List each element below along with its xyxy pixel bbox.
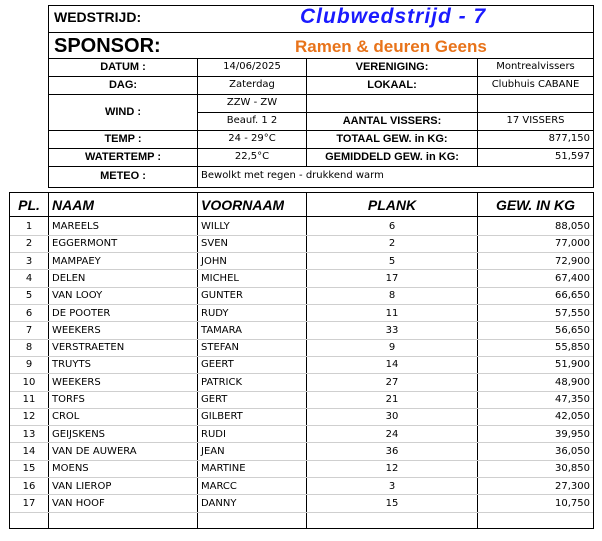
gewicht-cell: 72,900	[555, 255, 590, 267]
column-header-voornaam: VOORNAAM	[201, 197, 285, 213]
rank-cell: 5	[25, 290, 33, 302]
sponsor-name: Ramen & deuren Geens	[295, 37, 487, 56]
naam-cell: WEEKERS	[52, 324, 101, 336]
gewicht-cell: 51,900	[555, 359, 590, 371]
voornaam-cell: PATRICK	[201, 376, 243, 388]
dag-label: DAG:	[108, 79, 138, 91]
lokaal-value: Clubhuis CABANE	[491, 79, 580, 90]
plank-cell: 5	[388, 255, 396, 267]
voornaam-cell: RUDI	[201, 428, 226, 440]
watertemp-value: 22,5°C	[234, 151, 270, 162]
plank-cell: 2	[388, 238, 396, 250]
gewicht-cell: 88,050	[555, 221, 590, 232]
rank-cell: 11	[22, 394, 36, 405]
voornaam-cell: MARCC	[201, 480, 237, 492]
plank-cell: 12	[385, 463, 399, 475]
rank-cell: 17	[22, 497, 36, 509]
voornaam-cell: GILBERT	[201, 411, 243, 423]
rank-cell: 2	[25, 238, 33, 250]
temp-label: TEMP :	[104, 133, 142, 145]
column-header-gewicht: GEW. IN KG	[495, 197, 576, 213]
voornaam-cell: RUDY	[201, 307, 229, 319]
plank-cell: 30	[385, 411, 399, 423]
aantal-vissers-label: AANTAL VISSERS:	[342, 115, 442, 127]
voornaam-cell: MICHEL	[201, 272, 239, 284]
gewicht-cell: 55,850	[555, 342, 590, 354]
naam-cell: CROL	[52, 411, 80, 423]
gewicht-cell: 42,050	[555, 411, 590, 423]
watertemp-label: WATERTEMP :	[85, 151, 161, 163]
totaal-gewicht-label: TOTAAL GEW. in KG:	[336, 133, 448, 145]
totaal-gewicht-value: 877,150	[548, 133, 590, 144]
wedstrijd-title: Clubwedstrijd - 7	[300, 5, 487, 28]
temp-value: 24 - 29°C	[228, 133, 276, 144]
naam-cell: TORFS	[52, 394, 85, 405]
naam-cell: WEEKERS	[52, 376, 101, 388]
vereniging-value: Montrealvissers	[496, 61, 575, 72]
gewicht-cell: 39,950	[555, 428, 590, 440]
naam-cell: DE POOTER	[52, 307, 111, 319]
rank-cell: 1	[25, 221, 33, 232]
plank-cell: 3	[388, 480, 396, 492]
naam-cell: VAN LOOY	[52, 290, 103, 302]
voornaam-cell: GUNTER	[201, 290, 243, 302]
gewicht-cell: 77,000	[555, 238, 590, 250]
plank-cell: 24	[385, 428, 399, 440]
voornaam-cell: GERT	[201, 394, 228, 405]
plank-cell: 21	[385, 394, 399, 405]
rank-cell: 15	[22, 463, 36, 475]
gewicht-cell: 67,400	[555, 272, 590, 284]
gewicht-cell: 66,650	[555, 290, 590, 302]
meteo-label: METEO :	[100, 170, 146, 182]
plank-cell: 36	[385, 445, 399, 457]
datum-value: 14/06/2025	[223, 61, 281, 72]
gewicht-cell: 48,900	[555, 376, 590, 388]
meteo-value: Bewolkt met regen - drukkend warm	[201, 170, 384, 181]
voornaam-cell: WILLY	[201, 221, 230, 232]
column-header-pl: PL.	[18, 197, 40, 213]
voornaam-cell: MARTINE	[201, 463, 246, 475]
plank-cell: 8	[388, 290, 396, 302]
plank-cell: 17	[385, 272, 399, 284]
voornaam-cell: TAMARA	[201, 324, 243, 336]
column-header-naam: NAAM	[52, 197, 94, 213]
plank-cell: 27	[385, 376, 399, 388]
plank-cell: 6	[388, 221, 396, 232]
rank-cell: 4	[25, 272, 33, 284]
rank-cell: 7	[25, 324, 33, 336]
naam-cell: VERSTRAETEN	[52, 342, 125, 354]
plank-cell: 15	[385, 497, 399, 509]
dag-value: Zaterdag	[229, 79, 275, 90]
wind-value-direction: ZZW - ZW	[226, 97, 278, 108]
rank-cell: 8	[25, 342, 33, 354]
vereniging-label: VERENIGING:	[355, 61, 429, 73]
voornaam-cell: GEERT	[201, 359, 234, 371]
naam-cell: MOENS	[52, 463, 89, 475]
naam-cell: MAREELS	[52, 221, 99, 232]
lokaal-label: LOKAAL:	[367, 79, 417, 91]
wind-value-beaufort: Beauf. 1 2	[226, 115, 278, 126]
wedstrijd-label: WEDSTRIJD:	[54, 9, 142, 25]
rank-cell: 3	[25, 255, 33, 267]
gewicht-cell: 27,300	[555, 480, 590, 492]
plank-cell: 11	[385, 307, 399, 319]
gewicht-cell: 10,750	[555, 497, 590, 509]
voornaam-cell: STEFAN	[201, 342, 239, 354]
voornaam-cell: JOHN	[201, 255, 227, 267]
plank-cell: 9	[388, 342, 396, 354]
plank-cell: 14	[385, 359, 399, 371]
sponsor-label: SPONSOR:	[54, 35, 161, 57]
gemiddeld-gewicht-label: GEMIDDELD GEW. in KG:	[325, 151, 459, 163]
gewicht-cell: 30,850	[555, 463, 590, 475]
rank-cell: 14	[22, 445, 36, 457]
gewicht-cell: 36,050	[555, 445, 590, 457]
rank-cell: 10	[22, 376, 36, 388]
gewicht-cell: 56,650	[555, 324, 590, 336]
gewicht-cell: 57,550	[555, 307, 590, 319]
naam-cell: VAN HOOF	[52, 497, 105, 509]
rank-cell: 13	[22, 428, 36, 440]
column-header-plank: PLANK	[367, 197, 417, 213]
datum-label: DATUM :	[100, 61, 146, 73]
voornaam-cell: SVEN	[201, 238, 228, 250]
naam-cell: EGGERMONT	[52, 238, 118, 250]
rank-cell: 12	[22, 411, 36, 423]
voornaam-cell: JEAN	[201, 445, 225, 457]
naam-cell: VAN LIEROP	[52, 480, 112, 492]
naam-cell: TRUYTS	[52, 359, 91, 371]
naam-cell: MAMPAEY	[52, 255, 101, 267]
voornaam-cell: DANNY	[201, 497, 237, 509]
rank-cell: 6	[25, 307, 33, 319]
naam-cell: GEIJSKENS	[52, 428, 106, 440]
wind-label: WIND :	[104, 106, 142, 118]
naam-cell: VAN DE AUWERA	[52, 445, 137, 457]
aantal-vissers-value: 17 VISSERS	[506, 115, 565, 126]
gewicht-cell: 47,350	[555, 394, 590, 405]
gemiddeld-gewicht-value: 51,597	[555, 151, 590, 162]
naam-cell: DELEN	[52, 272, 86, 284]
rank-cell: 16	[22, 480, 36, 492]
plank-cell: 33	[385, 324, 399, 336]
rank-cell: 9	[25, 359, 33, 371]
